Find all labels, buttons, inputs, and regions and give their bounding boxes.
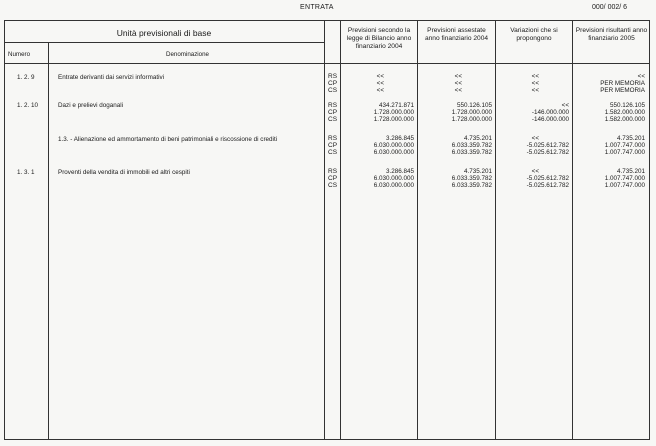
bilancio-rs: 434.271.871	[378, 102, 414, 109]
risultanti-rs: 4.735.201	[616, 135, 645, 142]
bilancio-cp: 6.030.000.000	[373, 175, 414, 182]
divider-bilancio	[417, 20, 418, 440]
risultanti-rs: 4.735.201	[616, 168, 645, 175]
assestate-rs: 4.735.201	[463, 135, 492, 142]
bilancio-cs: <<	[376, 87, 384, 94]
group-title: Unità previsionali di base	[116, 28, 212, 38]
row-numero: 1. 2. 10	[17, 102, 39, 109]
risultanti-rs: <<	[637, 73, 645, 80]
code-cp: CP	[328, 142, 338, 149]
assestate-rs: <<	[454, 73, 462, 80]
divider-variazioni	[572, 20, 573, 440]
bilancio-cp: 6.030.000.000	[373, 142, 414, 149]
variazioni-cs: -146.000.000	[531, 116, 569, 123]
code-rs: RS	[328, 73, 338, 80]
divider-denominazione	[324, 20, 325, 440]
variazioni-cs: -5.025.612.782	[526, 149, 569, 156]
assestate-cp: 6.033.359.782	[451, 175, 492, 182]
risultanti-cs: 1.007.747.000	[604, 149, 645, 156]
code-cs: CS	[328, 87, 338, 94]
page-reference: 000/ 002/ 6	[592, 4, 628, 11]
code-rs: RS	[328, 168, 338, 175]
assestate-cs: 1.728.000.000	[451, 116, 492, 123]
bilancio-cp: 1.728.000.000	[373, 109, 414, 116]
bilancio-cs: 1.728.000.000	[373, 116, 414, 123]
bilancio-rs: 3.286.845	[385, 135, 414, 142]
variazioni-rs: <<	[531, 73, 539, 80]
bilancio-cs: 6.030.000.000	[373, 149, 414, 156]
risultanti-cp: 1.007.747.000	[604, 142, 645, 149]
column-header-numero: Numero	[8, 51, 31, 58]
column-header-risultanti: Previsioni risultanti anno finanziario 2005	[575, 27, 648, 42]
bilancio-cs: 6.030.000.000	[373, 182, 414, 189]
row-denominazione: Proventi della vendita di immobili ed altri cespiti	[58, 169, 190, 176]
risultanti-cs: PER MEMORIA	[600, 87, 645, 94]
code-cs: CS	[328, 149, 338, 156]
variazioni-rs: <<	[561, 102, 569, 109]
bilancio-cp: <<	[376, 80, 384, 87]
code-cp: CP	[328, 175, 338, 182]
divider-numero	[48, 42, 49, 440]
variazioni-cp: <<	[531, 80, 539, 87]
assestate-rs: 4.735.201	[463, 168, 492, 175]
risultanti-cp: 1.582.000.000	[604, 109, 645, 116]
risultanti-cp: PER MEMORIA	[600, 80, 645, 87]
variazioni-cp: -5.025.612.782	[526, 175, 569, 182]
risultanti-rs: 550.126.105	[609, 102, 645, 109]
variazioni-cs: <<	[531, 87, 539, 94]
assestate-cp: <<	[454, 80, 462, 87]
table-frame	[4, 20, 650, 440]
code-cp: CP	[328, 109, 338, 116]
variazioni-cp: -146.000.000	[531, 109, 569, 116]
code-rs: RS	[328, 135, 338, 142]
column-header-variazioni: Variazioni che si propongono	[510, 27, 558, 42]
row-denominazione: 1.3. - Alienazione ed ammortamento di beni patrimoniali e riscossione di crediti	[58, 136, 278, 143]
column-header-assestate: Previsioni assestate anno finanziario 2004	[424, 27, 489, 42]
bilancio-rs: <<	[376, 73, 384, 80]
divider-codes	[340, 20, 341, 440]
row-numero: 1. 2. 9	[17, 74, 35, 81]
row-denominazione: Entrate derivanti dai servizi informativi	[58, 74, 165, 81]
code-cs: CS	[328, 182, 338, 189]
variazioni-rs: <<	[531, 168, 539, 175]
rule-header-bottom	[4, 63, 650, 64]
variazioni-rs: <<	[531, 135, 539, 142]
divider-assestate	[495, 20, 496, 440]
risultanti-cs: 1.582.000.000	[604, 116, 645, 123]
code-cs: CS	[328, 116, 338, 123]
assestate-cp: 6.033.359.782	[451, 142, 492, 149]
code-rs: RS	[328, 102, 338, 109]
assestate-cp: 1.728.000.000	[451, 109, 492, 116]
risultanti-cp: 1.007.747.000	[604, 175, 645, 182]
assestate-cs: <<	[454, 87, 462, 94]
row-denominazione: Dazi e prelievi doganali	[58, 102, 124, 109]
variazioni-cs: -5.025.612.782	[526, 182, 569, 189]
assestate-cs: 6.033.359.782	[451, 182, 492, 189]
variazioni-cp: -5.025.612.782	[526, 142, 569, 149]
risultanti-cs: 1.007.747.000	[604, 182, 645, 189]
column-header-bilancio: Previsioni secondo la legge di Bilancio anno finanziario 2004	[346, 27, 412, 50]
code-cp: CP	[328, 80, 338, 87]
assestate-rs: 550.126.105	[456, 102, 492, 109]
column-header-denominazione: Denominazione	[166, 51, 209, 58]
section-title: ENTRATA	[300, 4, 334, 11]
assestate-cs: 6.033.359.782	[451, 149, 492, 156]
row-numero: 1. 3. 1	[17, 169, 35, 176]
rule-group-title	[4, 42, 324, 43]
bilancio-rs: 3.286.845	[385, 168, 414, 175]
